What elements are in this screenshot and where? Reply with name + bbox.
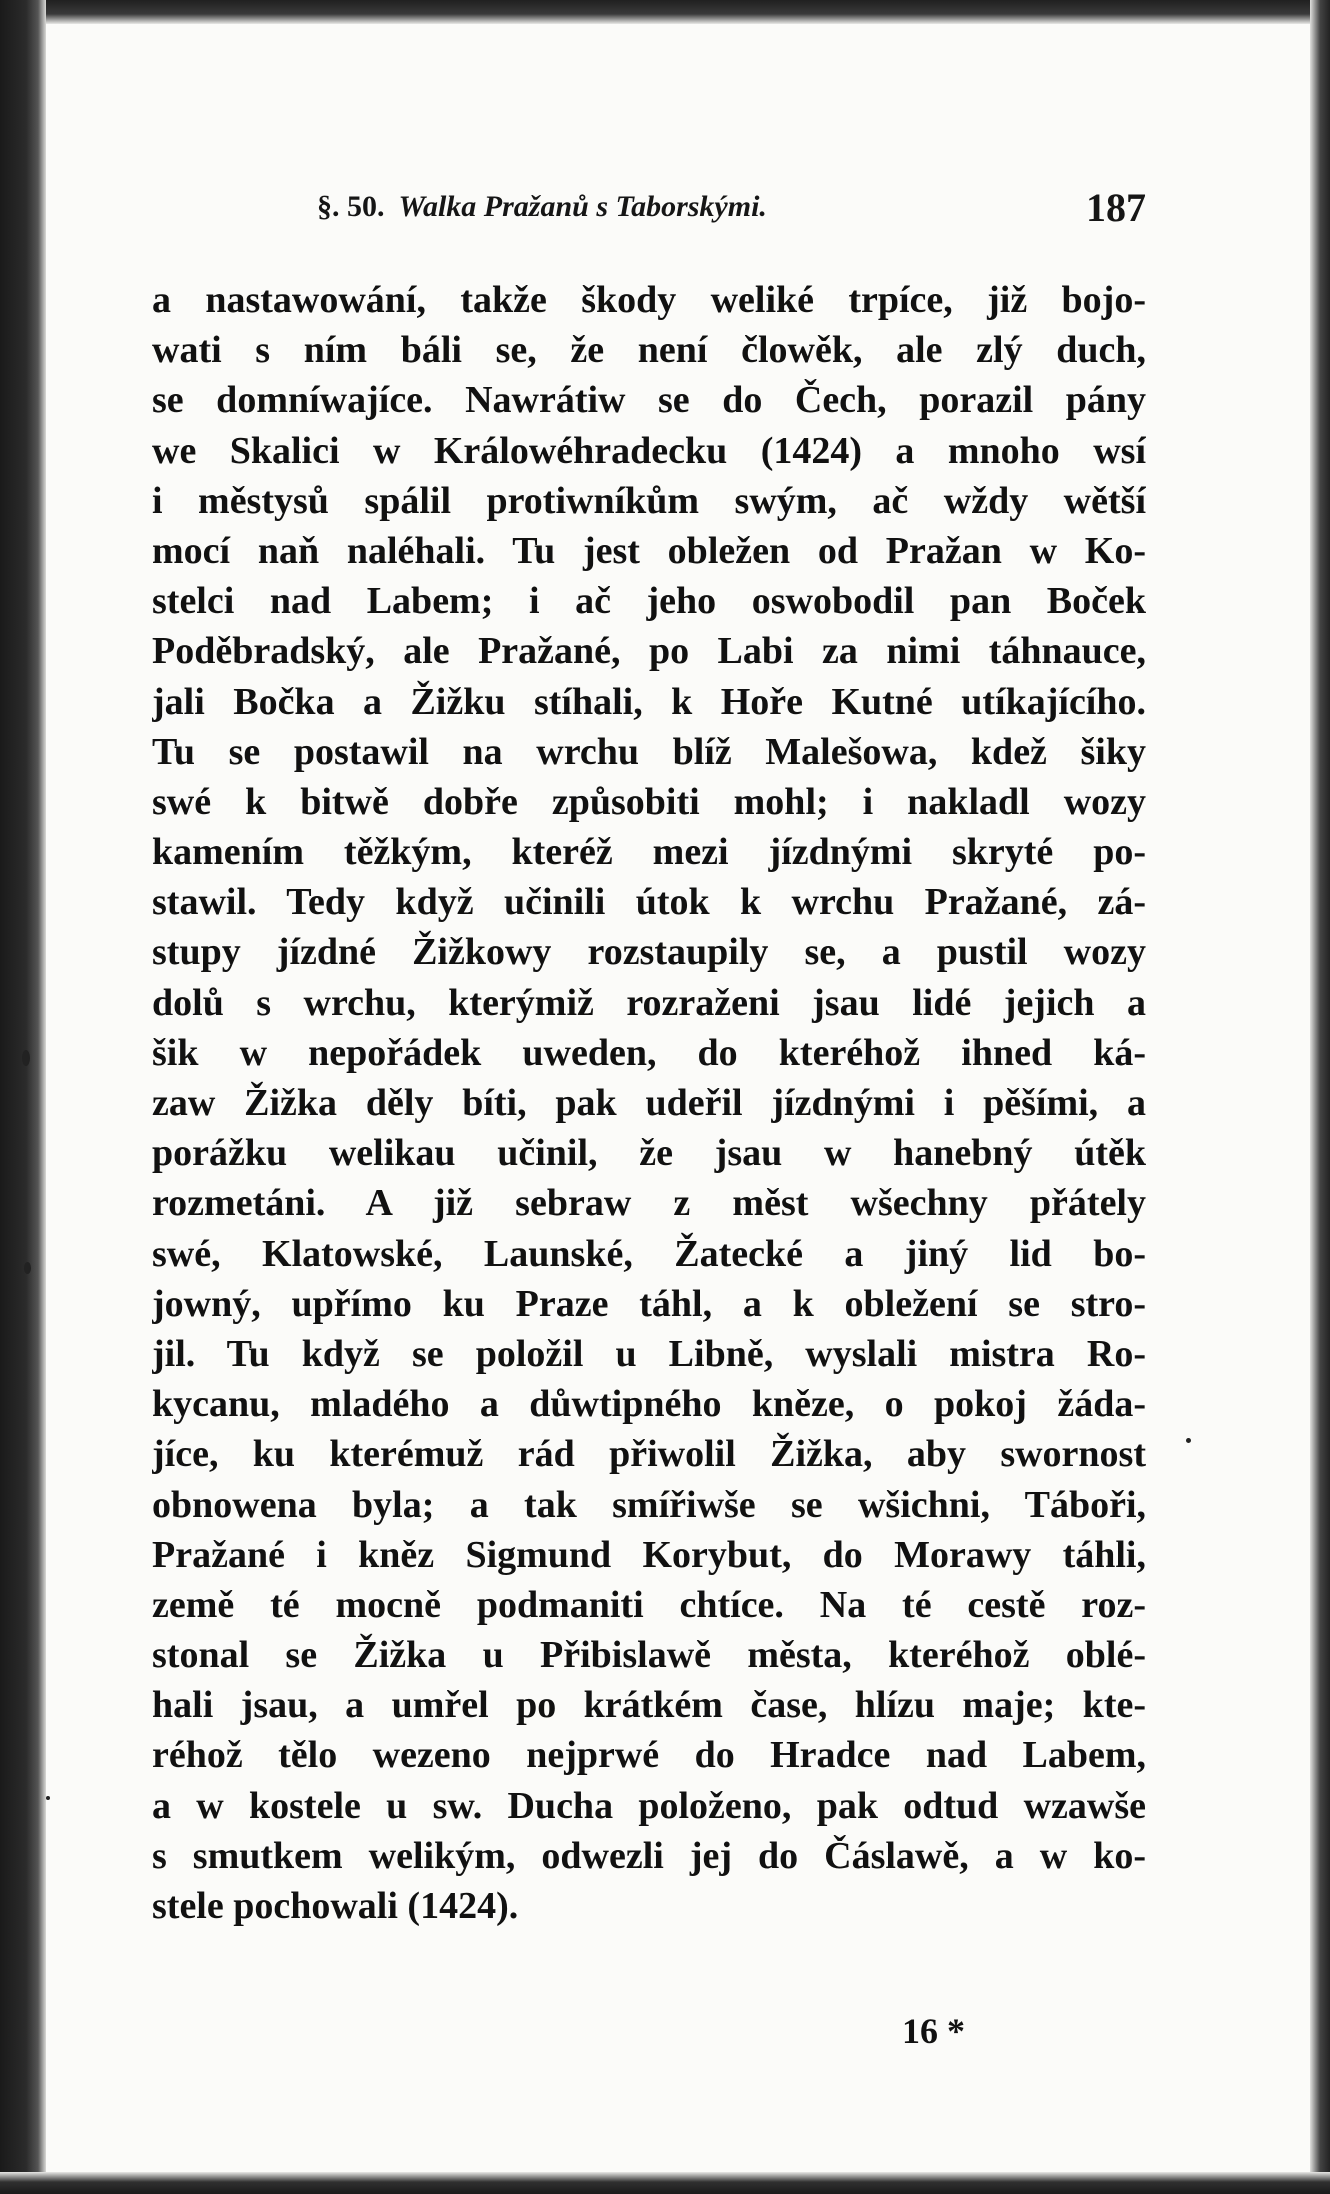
text-line: rozmetáni. A již sebraw z měst wšechny přátely (152, 1182, 1146, 1225)
scan-speck (24, 1262, 31, 1274)
text-line: jali Bočka a Žižku stíhali, k Hoře Kutné utíkajícího. (152, 680, 1146, 723)
running-title (317, 190, 767, 224)
page-number: 187 (1086, 185, 1146, 230)
text-line: a nastawowání, takže škody weliké trpíce, již bojo- (152, 279, 1146, 321)
text-line: swé k bitwě dobře způsobiti mohl; i nakladl wozy (152, 780, 1146, 823)
text-line: mocí naň naléhali. Tu jest obležen od Pražan w Ko- (152, 529, 1146, 572)
text-line: kamením těžkým, kteréž mezi jízdnými skryté po- (152, 831, 1146, 874)
text-line: Poděbradský, ale Pražané, po Labi za nimi táhnauce, (152, 630, 1146, 673)
scan-speck (46, 1796, 50, 1800)
text-line: jowný, upřímo ku Praze táhl, a k obležení se stro- (152, 1282, 1146, 1325)
text-line: zaw Žižka děly bíti, pak udeřil jízdnými i pěšími, a (152, 1082, 1146, 1124)
text-line: Tu se postawil na wrchu blíž Malešowa, kdež šiky (152, 730, 1146, 773)
text-line: stupy jízdné Žižkowy rozstaupily se, a pustil wozy (152, 931, 1146, 974)
scan-speck (22, 1050, 30, 1066)
text-line: hali jsau, a umřel po krátkém čase, hlízu maje; kte- (152, 1684, 1146, 1727)
text-line: dolů s wrchu, kterýmiž rozraženi jsau lidé jejich a (152, 981, 1146, 1024)
text-line: we Skalici w Králowéhradecku (1424) a mnoho wsí (152, 429, 1146, 472)
chapter-title: Walka Pražanů s Taborskými. (398, 190, 767, 223)
text-line: porážku welikau učinil, že jsau w hanebný útěk (152, 1132, 1146, 1175)
text-line: obnowena byla; a tak smířiwše se wšichni, Táboři, (152, 1483, 1146, 1526)
text-line: stonal se Žižka u Přibislawě města, kteréhož oblé- (152, 1634, 1146, 1677)
text-line: stele pochowali (1424). (152, 1885, 519, 1927)
text-line: s smutkem welikým, odwezli jej do Čáslawě, a w ko- (152, 1834, 1146, 1877)
text-line: réhož tělo wezeno nejprwé do Hradce nad Labem, (152, 1734, 1146, 1777)
text-line: země té mocně podmaniti chtíce. Na té cestě roz- (152, 1583, 1146, 1626)
text-line: stelci nad Labem; i ač jeho oswobodil pan Boček (152, 580, 1146, 623)
text-line: stawil. Tedy když učinili útok k wrchu Pražané, zá- (152, 881, 1146, 924)
section-number: §. 50. (317, 190, 385, 223)
text-line: swé, Klatowské, Launské, Žatecké a jiný lid bo- (152, 1232, 1146, 1275)
scan-speck (1186, 1438, 1191, 1443)
scan-border-top (0, 0, 1330, 24)
text-line: wati s ním báli se, že není člowěk, ale zlý duch, (152, 329, 1146, 372)
running-header (152, 185, 1146, 240)
scan-border-left (0, 0, 46, 2194)
text-line: kycanu, mladého a důwtipného kněze, o pokoj žáda- (152, 1383, 1146, 1426)
signature-mark: 16 * (902, 2011, 965, 2051)
body-text (152, 275, 1146, 1931)
text-line: i městysů spálil protiwníkům swým, ač wždy wětší (152, 479, 1146, 522)
text-line: jil. Tu když se položil u Libně, wyslali mistra Ro- (152, 1332, 1146, 1375)
scan-border-right (1310, 0, 1330, 2194)
text-line: šik w nepořádek uweden, do kteréhož ihned ká- (152, 1031, 1146, 1074)
text-line: jíce, ku kterémuž rád přiwolil Žižka, aby swornost (152, 1433, 1146, 1476)
text-line: a w kostele u sw. Ducha položeno, pak odtud wzawše (152, 1784, 1146, 1827)
text-line: Pražané i kněz Sigmund Korybut, do Morawy táhli, (152, 1533, 1146, 1576)
text-line: se domníwajíce. Nawrátiw se do Čech, porazil pány (152, 379, 1146, 422)
scan-border-bottom (0, 2172, 1330, 2194)
